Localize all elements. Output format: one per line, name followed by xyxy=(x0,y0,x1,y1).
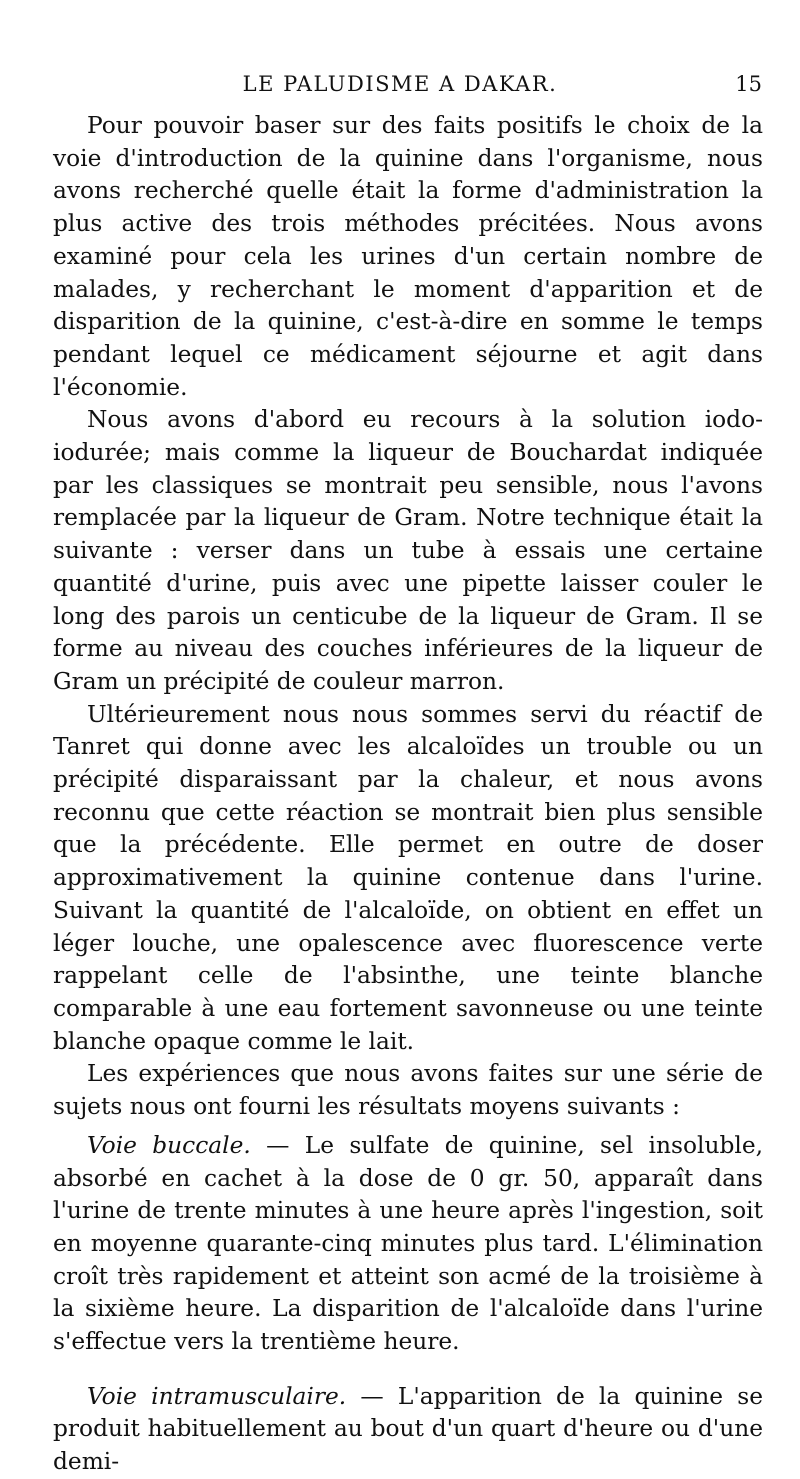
section-intramuscular-route-text: L'apparition de la quinine se produit habituellement au bout d'un quart d'heure ou d'une demi- xyxy=(53,1382,764,1476)
section-intramuscular-route-heading: Voie intramusculaire. xyxy=(87,1382,347,1410)
paragraph-intro: Pour pouvoir baser sur des faits positifs le choix de la voie d'introduction de la quinine dans l'organisme, nous avons recherché quelle était la forme d'administration la plus active des trois méthodes précitées. Nous avons examiné pour cela les urines d'un certain nombre de malades, y recherchant le moment d'apparition et de disparition de la quinine, c'est-à-dire en somme le temps pendant lequel ce médicament séjourne et agit dans l'économie. xyxy=(53,112,763,401)
section-oral-route xyxy=(53,1130,763,1359)
section-intramuscular-route xyxy=(53,1381,763,1479)
running-title: LE PALUDISME A DAKAR. xyxy=(242,72,558,96)
body-text xyxy=(53,110,763,1479)
section-oral-route-heading: Voie buccale. xyxy=(87,1131,251,1159)
page-header xyxy=(0,72,800,102)
section-oral-route-text: Le sulfate de quinine, sel insoluble, absorbé en cachet à la dose de 0 gr. 50, apparaît dans l'urine de trente minutes à une heure après l'ingestion, soit en moyenne quarante-cinq minutes plus tard. L'élimination croît très rapidement et atteint son acmé de la troisième à la sixième heure. La disparition de l'alcaloïde dans l'urine s'effectue vers la trentième heure. xyxy=(53,1131,764,1356)
paragraph-tanret-reagent: Ultérieurement nous nous sommes servi du réactif de Tanret qui donne avec les alcaloïdes un trouble ou un précipité disparaissant par la chaleur, et nous avons reconnu que cette réaction se montrait bien plus sensible que la précédente. Elle permet en outre de doser approximativement la quinine contenue dans l'urine. Suivant la quantité de l'alcaloïde, on obtient en effet un léger louche, une opalescence avec fluorescence verte rappelant celle de l'absinthe, une teinte blanche comparable à une eau fortement savonneuse ou une teinte blanche opaque comme le lait. xyxy=(53,700,763,1055)
section-intramuscular-route-dash: — xyxy=(346,1382,398,1410)
paragraph-results-intro: Les expériences que nous avons faites sur une série de sujets nous ont fourni les résultats moyens suivants : xyxy=(53,1060,763,1121)
section-oral-route-dash: — xyxy=(250,1131,305,1159)
page-number: 15 xyxy=(735,72,762,96)
paragraph-iodo-solution: Nous avons d'abord eu recours à la solution iodo-iodurée; mais comme la liqueur de Bouchardat indiquée par les classiques se montrait peu sensible, nous l'avons remplacée par la liqueur de Gram. Notre technique était la suivante : verser dans un tube à essais une certaine quantité d'urine, puis avec une pipette laisser couler le long des parois un centicube de la liqueur de Gram. Il se forme au niveau des couches inférieures de la liqueur de Gram un précipité de couleur marron. xyxy=(53,406,763,695)
